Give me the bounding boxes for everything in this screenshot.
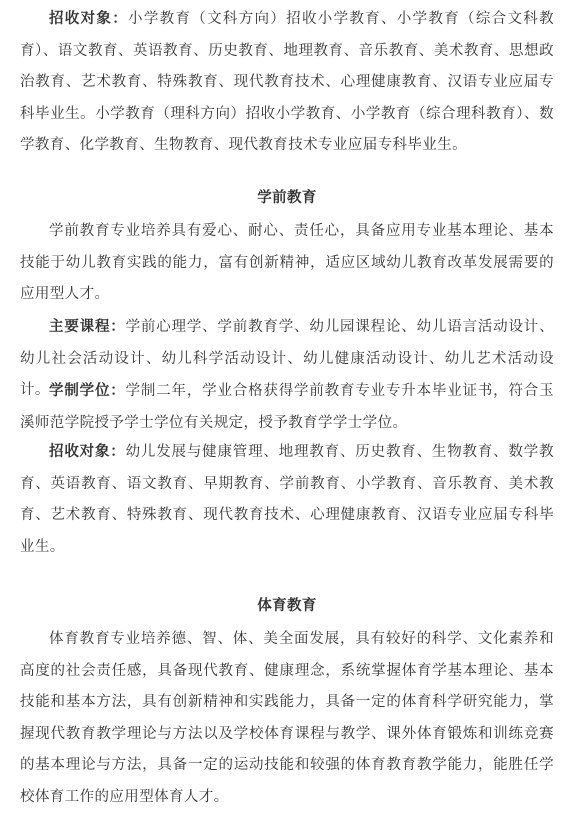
preschool-intro-paragraph: 学前教育专业培养具有爱心、耐心、责任心，具备应用专业基本理论、基本技能于幼儿教育实践的能力，富有创新精神，适应区域幼儿教育改革发展需要的应用型人才。 [20, 223, 554, 302]
courses-text: 学前心理学、学前教育学、幼儿园课程论、幼儿语言活动设计、幼儿社会活动设计、幼儿科学活动设计、幼儿健康活动设计、幼儿艺术活动设计。 [20, 319, 554, 398]
pe-heading: 体育教育 [257, 598, 317, 614]
preschool-degree-paragraph [20, 376, 554, 439]
pe-intro-paragraph: 体育教育专业培养德、智、体、美全面发展，具有较好的科学、文化素养和高度的社会责任感，具备现代教育、健康理念，系统掌握体育学基本理论、基本技能和基本方法，具有创新精神和实践能力，具备一定的体育科学研究能力，掌握现代教育教学理论与方法以及学校体育课程与教学、课外体育锻炼和训练竞赛的基本理论与方法，具备一定的运动技能和较强的体育教育教学能力，能胜任学校体育工作的应用型体育人才。 [20, 631, 554, 805]
degree-text: 学制二年，学业合格获得学前教育专业专升本毕业证书，符合玉溪师范学院授予学士学位有关规定，授予教育学学士学位。 [20, 383, 554, 431]
preschool-heading: 学前教育 [257, 190, 317, 206]
enroll-text: 小学教育（文科方向）招收小学教育、小学教育（综合文科教育）、语文教育、英语教育、历史教育、地理教育、音乐教育、美术教育、思想政治教育、艺术教育、特殊教育、现代教育技术、心理健康教育、汉语专业应届专科毕业生。小学教育（理科方向）招收小学教育、小学教育（综合理科教育）、数学教育、化学教育、生物教育、现代教育技术专业应届专科毕业生。 [20, 11, 554, 153]
preschool-enrollment-paragraph [20, 437, 554, 563]
enroll-text: 幼儿发展与健康管理、地理教育、历史教育、生物教育、数学教育、英语教育、语文教育、早期教育、学前教育、小学教育、音乐教育、美术教育、艺术教育、特殊教育、现代教育技术、心理健康教育、汉语专业应届专科毕业生。 [20, 444, 554, 555]
enroll-label: 招收对象： [49, 11, 129, 27]
courses-label: 主要课程： [49, 319, 126, 335]
primary-education-enrollment-paragraph [20, 4, 554, 162]
enroll-label: 招收对象： [49, 444, 126, 460]
degree-label: 学制学位： [49, 383, 126, 399]
